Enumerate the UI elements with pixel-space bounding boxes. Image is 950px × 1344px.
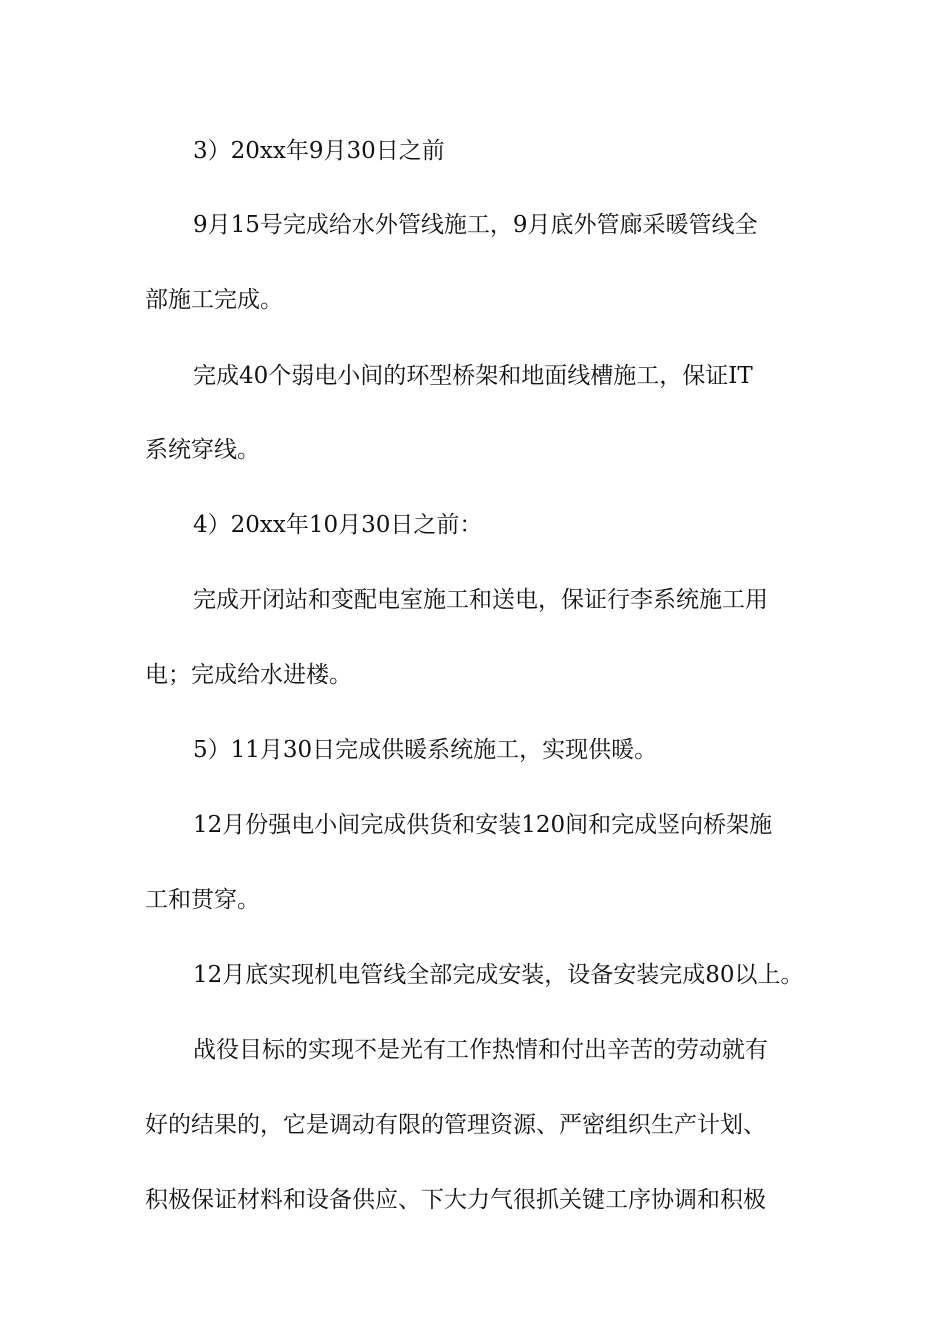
paragraph-line: 积极保证材料和设备供应、下大力气很抓关键工序协调和积极 (145, 1187, 766, 1213)
paragraph-line: 电；完成给水进楼。 (145, 662, 352, 688)
paragraph-line: 战役目标的实现不是光有工作热情和付出辛苦的劳动就有 (193, 1037, 768, 1063)
section-heading-5: 5）11月30日完成供暖系统施工，实现供暖。 (193, 737, 658, 763)
paragraph-line: 部施工完成。 (145, 287, 283, 313)
paragraph-line: 9月15号完成给水外管线施工，9月底外管廊采暖管线全 (193, 212, 758, 238)
paragraph-line: 工和贯穿。 (145, 887, 260, 913)
paragraph-line: 系统穿线。 (145, 437, 260, 463)
section-heading-4: 4）20xx年10月30日之前： (193, 512, 483, 538)
section-heading-3: 3）20xx年9月30日之前 (193, 138, 445, 164)
paragraph-line: 完成开闭站和变配电室施工和送电，保证行李系统施工用 (193, 587, 768, 613)
paragraph-line: 12月底实现机电管线全部完成安装，设备安装完成80以上。 (193, 962, 804, 988)
paragraph-line: 完成40个弱电小间的环型桥架和地面线槽施工，保证IT (193, 363, 753, 389)
paragraph-line: 12月份强电小间完成供货和安装120间和完成竖向桥架施 (193, 812, 773, 838)
paragraph-line: 好的结果的，它是调动有限的管理资源、严密组织生产计划、 (145, 1112, 766, 1138)
